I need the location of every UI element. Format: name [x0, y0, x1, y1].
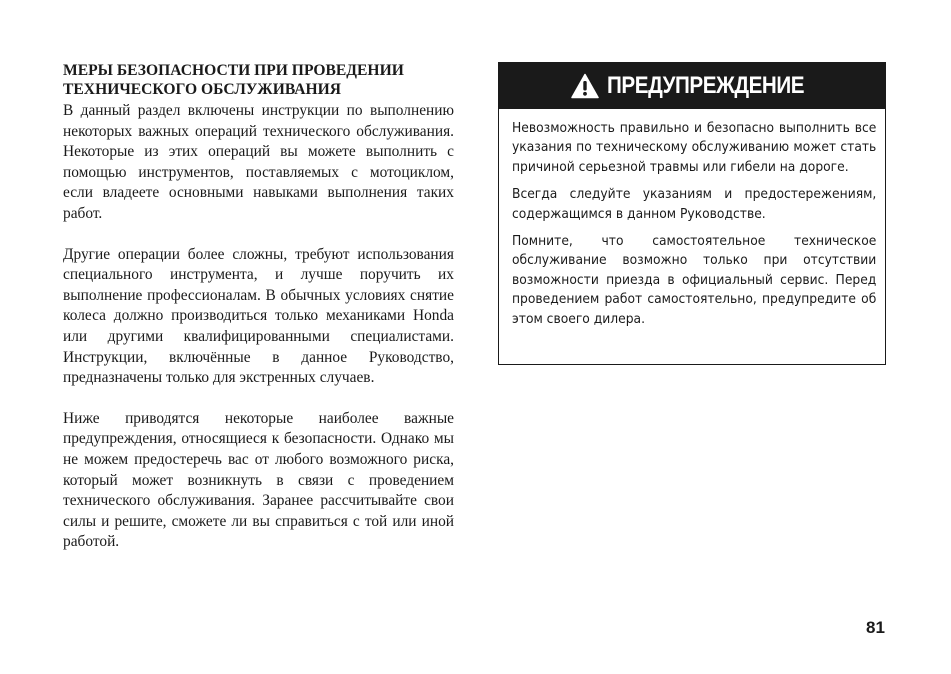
complex-operations-paragraph: Другие операции более сложны, требуют использования специального инструмента, и лучше поручить их выполнение профессионалам. В обычных условиях снятие колеса должно производиться только механиками Honda или другими квалифицированными специалистами. Инструкции, включённые в данное Руководство, предназначены только для экстренных случаев. — [63, 245, 454, 387]
warning-header — [499, 63, 885, 109]
warning-title: ПРЕДУПРЕЖДЕНИЕ — [607, 72, 805, 99]
warning-triangle-icon — [571, 73, 599, 99]
warning-body — [499, 109, 885, 329]
warning-box — [498, 62, 886, 365]
warning-paragraph-danger: Невозможность правильно и безопасно выполнить все указания по техническому обслуживанию может стать причиной серьезной травмы или гибели на дороге. — [512, 121, 877, 175]
section-heading-line-2: ТЕХНИЧЕСКОГО ОБСЛУЖИВАНИЯ — [63, 81, 342, 98]
section-heading — [63, 61, 454, 99]
warning-paragraph-follow: Всегда следуйте указаниям и предостережениям, содержащимся в данном Руководстве. — [512, 187, 877, 222]
section-heading-line-1: МЕРЫ БЕЗОПАСНОСТИ ПРИ ПРОВЕДЕНИИ — [63, 62, 404, 79]
page-number: 81 — [866, 618, 885, 637]
intro-paragraph: В данный раздел включены инструкции по выполнению некоторых важных операций технического обслуживания. Некоторые из этих операций вы можете выполнить с помощью инструментов, поставляемых с мотоциклом, если владеете основными навыками выполнения таких работ. — [63, 102, 454, 222]
maintenance-safety-section — [63, 61, 454, 553]
safety-warnings-paragraph: Ниже приводятся некоторые наиболее важные предупреждения, относящиеся к безопасности. Однако мы не можем предостеречь вас от любого возможного риска, который может возникнуть в связи с проведением технического обслуживания. Заранее рассчитывайте свои силы и решите, сможете ли вы справиться с той или иной работой. — [63, 409, 454, 551]
warning-paragraph-dealer: Помните, что самостоятельное техническое обслуживание возможно только при отсутствии возможности приезда в официальный сервис. Перед проведением работ самостоятельно, предупредите об этом своего дилера. — [512, 234, 877, 327]
